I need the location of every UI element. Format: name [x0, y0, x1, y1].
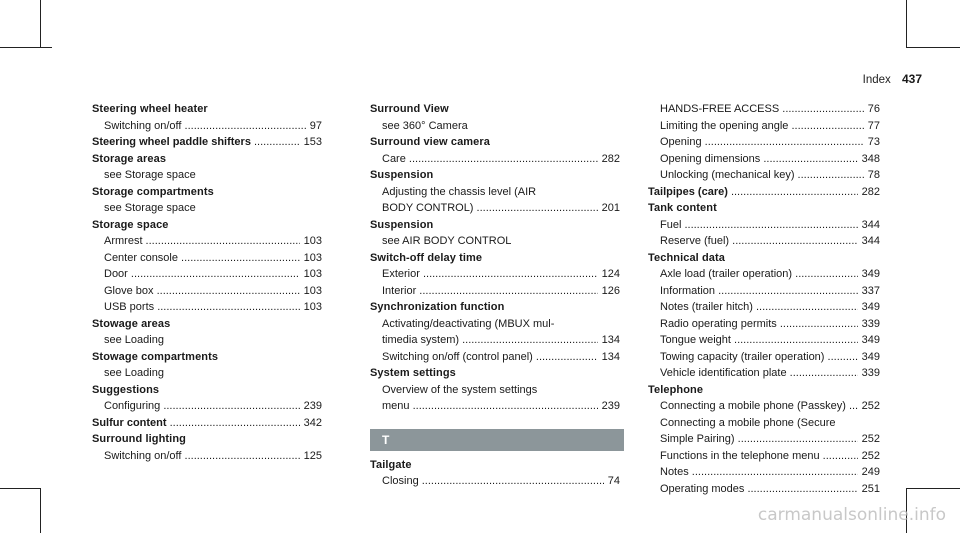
page-ref[interactable]: 103 — [303, 251, 322, 264]
page-ref[interactable]: 239 — [303, 400, 322, 412]
index-heading: Steering wheel heater — [92, 103, 208, 115]
index-heading: Stowage compartments — [92, 350, 219, 363]
crop-mark — [906, 488, 960, 489]
index-column-2-entries-t — [370, 457, 620, 490]
index-heading-text: Steering wheel paddle shifters ..... — [92, 134, 300, 151]
index-subentry — [92, 250, 322, 267]
subentry-text: Armrest ..... — [104, 233, 300, 250]
page-ref[interactable]: 342 — [303, 416, 322, 429]
page-ref[interactable]: 103 — [303, 235, 322, 247]
index-subentry — [92, 266, 322, 283]
index-subentry — [648, 398, 880, 415]
index-heading: Suspension — [370, 169, 434, 181]
index-subentry — [92, 448, 322, 465]
subentry-text: Notes ..... — [660, 464, 858, 481]
subentry-text: HANDS-FREE ACCESS ..... — [660, 101, 864, 118]
index-subentry: see Storage space — [104, 202, 196, 214]
index-subentry — [92, 299, 322, 316]
page-ref[interactable]: 282 — [601, 152, 620, 165]
page-ref[interactable]: 349 — [861, 334, 880, 346]
subentry-text: Towing capacity (trailer operation) ..... — [660, 349, 858, 366]
page-ref[interactable]: 73 — [867, 136, 880, 148]
subentry-text: Information ..... — [660, 283, 858, 300]
page-ref[interactable]: 77 — [867, 119, 880, 132]
index-heading: Storage areas — [92, 152, 167, 165]
index-subentry — [648, 431, 880, 448]
index-heading — [648, 184, 880, 201]
subentry-text: Opening dimensions ..... — [660, 151, 858, 168]
page-ref[interactable]: 78 — [867, 169, 880, 181]
subentry-text: Tongue weight ..... — [660, 332, 858, 349]
subentry-text: Opening ..... — [660, 134, 864, 151]
index-heading-text: Tailpipes (care) ..... — [648, 184, 858, 201]
index-subentry — [648, 134, 880, 151]
index-subentry — [648, 299, 880, 316]
page-ref[interactable]: 126 — [601, 284, 620, 297]
page-ref[interactable]: 337 — [861, 284, 880, 297]
subentry-text: menu ..... — [382, 398, 598, 415]
index-heading: Tailgate — [370, 458, 412, 471]
index-subentry — [648, 283, 880, 300]
page-ref[interactable]: 97 — [309, 119, 322, 132]
page-ref[interactable]: 344 — [861, 235, 880, 247]
page-ref[interactable]: 348 — [861, 152, 880, 165]
index-subentry — [648, 217, 880, 234]
index-column-2 — [370, 101, 620, 490]
index-subentry — [370, 332, 620, 349]
subentry-text: Configuring ..... — [104, 398, 300, 415]
index-subentry: see Loading — [104, 334, 164, 346]
index-subentry — [370, 473, 620, 490]
page-ref[interactable]: 103 — [303, 284, 322, 297]
index-subentry — [92, 398, 322, 415]
index-heading: Stowage areas — [92, 317, 171, 330]
page-ref[interactable]: 134 — [601, 334, 620, 346]
subentry-text: Care ..... — [382, 151, 598, 168]
page-ref[interactable]: 153 — [303, 136, 322, 148]
index-subentry — [370, 283, 620, 300]
subentry-text: Vehicle identification plate ..... — [660, 365, 858, 382]
index-heading — [92, 134, 322, 151]
page-ref[interactable]: 349 — [861, 301, 880, 313]
crop-mark — [0, 488, 40, 489]
crop-mark — [0, 47, 52, 48]
subentry-text: Closing ..... — [382, 473, 604, 490]
page-ref[interactable]: 249 — [861, 466, 880, 478]
index-subentry: see Loading — [104, 367, 164, 379]
page-ref[interactable]: 74 — [607, 475, 620, 487]
index-subentry — [370, 151, 620, 168]
index-subentry: Connecting a mobile phone (Secure — [660, 416, 836, 429]
index-heading: Storage compartments — [92, 185, 214, 198]
index-subentry — [648, 464, 880, 481]
index-label: Index — [862, 74, 891, 86]
subentry-text: Notes (trailer hitch) ..... — [660, 299, 858, 316]
page-ref[interactable]: 103 — [303, 268, 322, 280]
page-ref[interactable]: 251 — [861, 482, 880, 495]
index-subentry — [648, 118, 880, 135]
subentry-text: timedia system) ..... — [382, 332, 598, 349]
subentry-text: Operating modes ..... — [660, 481, 858, 498]
index-heading: Tank content — [648, 202, 717, 214]
index-heading: Suggestions — [92, 383, 160, 396]
subentry-text: Switching on/off ..... — [104, 448, 300, 465]
index-heading: Storage space — [92, 218, 169, 231]
index-subentry — [648, 481, 880, 498]
index-subentry — [370, 200, 620, 217]
page-ref[interactable]: 239 — [601, 400, 620, 412]
page-ref[interactable]: 252 — [861, 433, 880, 445]
index-heading: Surround view camera — [370, 136, 490, 148]
index-column-2-entries — [370, 101, 620, 415]
watermark: carmanualsonline.info — [757, 505, 946, 525]
index-column-1 — [92, 101, 322, 464]
index-heading: Telephone — [648, 383, 704, 396]
subentry-text: Unlocking (mechanical key) ..... — [660, 167, 864, 184]
page-ref[interactable]: 125 — [303, 449, 322, 462]
index-subentry — [648, 266, 880, 283]
page-number: 437 — [901, 72, 922, 86]
index-heading: Suspension — [370, 218, 434, 231]
index-subentry — [648, 167, 880, 184]
page-ref[interactable]: 76 — [867, 103, 880, 115]
subentry-text: Limiting the opening angle ..... — [660, 118, 864, 135]
subentry-text: BODY CONTROL) ..... — [382, 200, 598, 217]
subentry-text: USB ports ..... — [104, 299, 300, 316]
subentry-text: Radio operating permits ..... — [660, 316, 858, 333]
index-heading: Switch-off delay time — [370, 251, 483, 264]
index-heading: Synchronization function — [370, 301, 505, 313]
subentry-text: Center console ..... — [104, 250, 300, 267]
page-ref[interactable]: 124 — [601, 268, 620, 280]
subentry-text: Exterior ..... — [382, 266, 598, 283]
index-subentry — [648, 349, 880, 366]
crop-mark — [906, 47, 960, 48]
crop-mark — [40, 0, 41, 48]
crop-mark — [40, 488, 41, 533]
index-heading-text: Sulfur content ..... — [92, 415, 300, 432]
index-subentry: see 360° Camera — [382, 119, 468, 132]
index-subentry: Overview of the system settings — [382, 383, 538, 396]
subentry-text: Switching on/off (control panel) ..... — [382, 349, 598, 366]
index-heading: System settings — [370, 367, 456, 379]
index-subentry — [648, 233, 880, 250]
index-subentry — [648, 365, 880, 382]
crop-mark — [906, 0, 907, 48]
index-subentry — [370, 398, 620, 415]
page-ref[interactable]: 349 — [861, 268, 880, 280]
subentry-text: Functions in the telephone menu ..... — [660, 448, 858, 465]
page-ref[interactable]: 252 — [861, 400, 880, 412]
index-subentry: Activating/deactivating (MBUX mul- — [382, 317, 555, 330]
index-subentry — [370, 349, 620, 366]
subentry-text: Switching on/off ..... — [104, 118, 306, 135]
page-ref[interactable]: 103 — [303, 301, 322, 313]
page-ref[interactable]: 252 — [861, 449, 880, 462]
subentry-text: Glove box ..... — [104, 283, 300, 300]
subentry-text: Axle load (trailer operation) ..... — [660, 266, 858, 283]
page-header — [863, 72, 922, 86]
page-ref[interactable]: 201 — [601, 202, 620, 214]
index-subentry: see AIR BODY CONTROL — [382, 235, 512, 247]
index-subentry: Adjusting the chassis level (AIR — [382, 185, 537, 198]
index-heading: Surround lighting — [92, 433, 186, 445]
index-subentry — [648, 101, 880, 118]
index-heading: Technical data — [648, 251, 725, 264]
index-subentry — [92, 118, 322, 135]
index-subentry — [648, 448, 880, 465]
page-ref[interactable]: 349 — [861, 350, 880, 363]
index-subentry — [92, 233, 322, 250]
section-letter-t: T — [370, 429, 624, 451]
page-ref[interactable]: 344 — [861, 218, 880, 231]
index-heading — [92, 415, 322, 432]
page-ref[interactable]: 339 — [861, 317, 880, 330]
subentry-text: Reserve (fuel) ..... — [660, 233, 858, 250]
index-heading: Surround View — [370, 103, 449, 115]
page-ref[interactable]: 134 — [601, 350, 620, 363]
index-subentry — [648, 332, 880, 349]
index-subentry — [648, 151, 880, 168]
page-ref[interactable]: 282 — [861, 185, 880, 198]
subentry-text: Door ..... — [104, 266, 300, 283]
subentry-text: Connecting a mobile phone (Passkey) ..... — [660, 398, 858, 415]
index-column-3 — [648, 101, 880, 497]
index-subentry: see Storage space — [104, 169, 196, 181]
page-ref[interactable]: 339 — [861, 367, 880, 379]
subentry-text: Fuel ..... — [660, 217, 858, 234]
index-subentry — [92, 283, 322, 300]
subentry-text: Simple Pairing) ..... — [660, 431, 858, 448]
index-subentry — [648, 316, 880, 333]
subentry-text: Interior ..... — [382, 283, 598, 300]
index-subentry — [370, 266, 620, 283]
